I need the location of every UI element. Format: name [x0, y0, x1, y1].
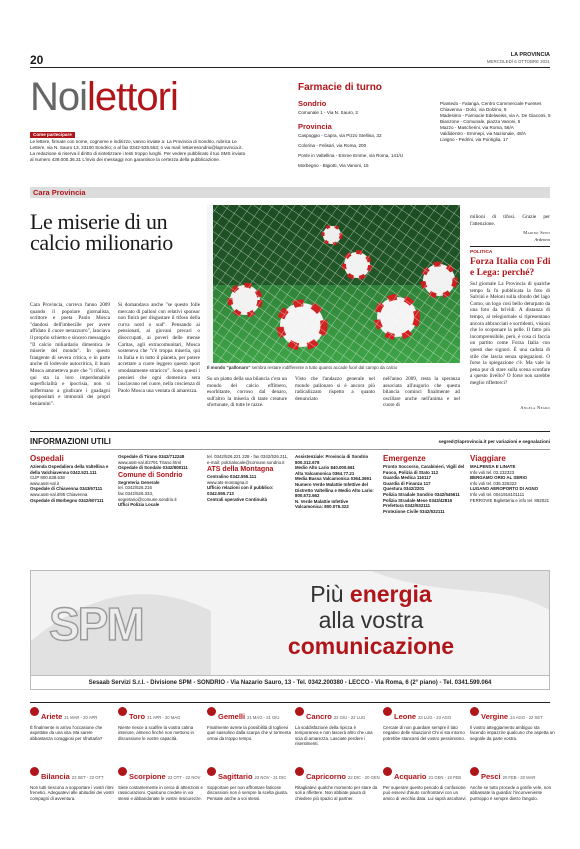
info-line: Info voli tel. 02.232323 — [470, 469, 515, 475]
article-col-4: Visto che l'andazzo generale nel mondo pallonaro si è ancora più radicalizzato rispetto a quanto denunciato — [295, 376, 375, 402]
sign-dates: 20 FEB - 20 MAR — [502, 775, 536, 780]
pesci-icon — [470, 767, 479, 776]
bilancia-icon — [30, 767, 39, 776]
horoscope-sign — [470, 706, 555, 741]
pharmacy-item: Colorina - Felisari, via Roma, 200 — [298, 143, 367, 148]
horoscope-sign — [118, 706, 203, 741]
sign-dates: 21 MAG - 21 GIU — [247, 715, 280, 720]
section-masthead — [30, 75, 178, 119]
info-line: CUP 800.638.638 — [30, 475, 65, 481]
leone-icon — [383, 707, 392, 716]
info-line: segretario@comune.sondrio.it — [118, 496, 177, 502]
info-line: Numero Verde Malattie Infettive del Distretto Valtellina e Medio Alto Lario: 800.572.662 — [295, 481, 374, 499]
pharmacies-col2 — [440, 101, 552, 143]
sign-text: È finalmente in arrivo l'occasione che aspettate da una vita. Ma sarete abbastanza coraggiosi per sfruttarla? — [30, 725, 103, 741]
info-line: MALPENSA E LINATE — [470, 464, 516, 469]
toro-icon — [118, 707, 127, 716]
sign-name: Toro — [129, 712, 146, 721]
pharmacies-sondrio-label: Sondrio — [298, 99, 327, 108]
info-line: Guardia Medica 116117 — [383, 475, 432, 481]
sign-name: Capricorno — [306, 772, 347, 781]
pharmacy-item: Bianzone - Comunale, piazza Vanoni, 5 — [440, 119, 521, 124]
info-line: www.asst-val.it/2791 Tirano.html — [118, 459, 181, 465]
masthead-noi: Noi — [30, 75, 88, 119]
gemelli-icon — [207, 707, 216, 716]
info-line: Centralino 0342.555.111 — [207, 474, 257, 480]
horoscope-sign — [207, 706, 292, 741]
sign-dates: 22 GIU - 22 LUG — [333, 715, 366, 720]
sign-dates: 23 NOV - 21 DIC — [254, 775, 287, 780]
ats-title: ATS della Montagna — [207, 466, 274, 474]
paper-name: LA PROVINCIA — [510, 52, 550, 58]
pharmacies-provincia-label: Provincia — [298, 122, 332, 131]
info-col-assistenza — [295, 454, 377, 510]
ad-headline-2: alla vostra — [318, 607, 424, 633]
sign-dates: 23 OTT - 22 NOV — [167, 775, 201, 780]
article-col-1: Cara Provincia, correva l'anno 2009 quando il popolare giornalista, scrittore e poeta Paolo Mosca "dandosi dell'imbecille per avere affidato il cuore nerazzurro", lanciava il proprio schietto e sincero messaggio "Il calcio miliardario dimentica le miserie del mondo". In questo frangente di severa critica, e in parte anche di lodevole autocritica, il buon Mosca ammetteva pure che "i tifosi, e qui sta la loro imperdonabile superficialità e ipocrisia, non si soffermano a giudicare i guadagni spropositati e immorali dei propri beniamini". — [30, 302, 110, 407]
photo-caption-bold: Il mondo "pallonaro" — [207, 365, 251, 370]
info-line: Ospedale di Chiavenna 0343/67111 — [30, 486, 103, 492]
info-col-comune — [118, 454, 200, 508]
vergine-icon — [470, 707, 479, 716]
horoscope-sign — [295, 706, 380, 747]
info-line: tel. 0342/526.221 228 - fax 0342/526.211, e-mail: polizialocale@comune.sondrio.it — [207, 454, 289, 465]
info-line: fax 0342/526.333, — [118, 490, 154, 496]
horoscope-sign — [30, 766, 115, 801]
sign-dates: 21 GEN - 19 FEB — [428, 775, 462, 780]
horoscope-sign — [383, 706, 468, 741]
section-bar — [30, 187, 550, 198]
horoscope-sign — [470, 766, 555, 801]
horoscope-sign — [30, 706, 115, 741]
page-number: 20 — [30, 53, 44, 67]
spm-logo: SPM — [49, 598, 143, 650]
section-label: Cara Provincia — [33, 188, 86, 197]
sign-name: Sagittario — [218, 772, 253, 781]
info-line: Info voli tel. 0041916101111 — [470, 491, 525, 497]
spm-advertisement[interactable] — [30, 570, 550, 690]
pharmacy-item: Valdidentro - Emmepi, via Nazionale, 48/A — [440, 131, 526, 136]
pharmacies-sondrio-list — [298, 110, 428, 116]
info-line: www.ats-montagna.it — [207, 479, 248, 485]
sidebar-label: POLITICA — [470, 250, 493, 255]
info-line: Segreteria Generale — [118, 479, 160, 485]
sign-name: Cancro — [306, 712, 332, 721]
article-col-5: nell'anno 2009, resta la speranza associata all'augurio che questa bilancia cominci finalmente ad oscillare anche nell'anima e nel cuore di — [383, 376, 460, 409]
info-line: Alta Valcamonica 0364.77.21 — [295, 470, 355, 476]
article-col-3: Su un piatto della sua bilancia c'era un mondo del calcio effimero, esorbitante, corroso dal denaro, sull'altro la miseria di tante creature sfortunate, di tutte le razze. — [207, 376, 287, 409]
info-line: Centrali operative Continuità — [207, 496, 268, 502]
sagittario-icon — [207, 767, 216, 776]
info-col-ospedali — [30, 454, 112, 503]
sign-text: Non tutti riescono a sopportare i vostri ritmi frenetici. Adeguatevi alle abitudini dei vostri compagni di avventura. — [30, 785, 114, 801]
pharmacies-col1 — [298, 133, 426, 169]
pharmacy-item: Livigno - Pedrini, via Pontiglia, 17 — [440, 137, 508, 142]
horoscope-sign — [118, 766, 203, 801]
article-signature: Marino Spini — [523, 230, 550, 235]
capricorno-icon — [295, 767, 304, 776]
pharmacy-item: Morbegno - Bigiotti, Via Vanoni, 15 — [298, 163, 369, 168]
sign-text: Ritagliatevi qualche momento per stare da soli a riflettere. Non abbiate paura di chiedere più spazio al partner. — [295, 785, 378, 801]
emergenze-title: Emergenze — [383, 454, 426, 463]
info-line: Info voli tel. 035.326323 — [470, 480, 517, 486]
sign-text: La soddisfazione della ripicca è temporanea e non lascerà altro che una scia di amarezza. Lasciate perdere i risentimenti. — [295, 725, 373, 747]
info-line: Ospedale di Morbegno 0342/607111 — [30, 497, 104, 503]
info-line: N. Verde Malattie Infettive Valcamonica: 800.076.323 — [295, 498, 349, 510]
info-line: Ospedale di Sondalo 0342/808111 — [118, 465, 188, 471]
ad-footer: Sesaab Servizi S.r.l. - Divisione SPM - SONDRIO - Via Nazario Sauro, 13 - Tel. 0342.200380 - LECCO - Via Roma, 6 (2° piano) - Tel. 0341.599.064 — [31, 675, 549, 689]
scorpione-icon — [118, 767, 127, 776]
horoscope-sign — [207, 766, 292, 801]
info-line: Assistenziale: Provincia di Sondrio 800.312.678 — [295, 454, 369, 465]
viaggiare-title: Viaggiare — [470, 454, 506, 463]
sign-name: Ariete — [41, 712, 63, 721]
photo-caption — [207, 365, 460, 370]
article-col-2: Si domandava anche "se questo folle mercato di palloni con relativi sponsor non finirà per disgustare il tifoso della curva nord o sud". Pensando ai pensionati, ai giovani precari o disoccupati, ai poveri delle mense Caritas, agli extracomunitari, Mosca sosteneva che "c'è troppa miseria, qui in Italia e in tutto il pianeta, per potere accettare a cuore leggero questo sport smodatamente straricco". Sono questi i pensieri che ogni domenica sera lasciavano nel cuore, nella coscienza di Paolo Mosca una ventata di amarezza. — [118, 302, 200, 394]
sign-dates: 21 APR - 20 MAG — [147, 715, 181, 720]
issue-date: MERCOLEDÌ 6 OTTOBRE 2021 — [486, 59, 550, 64]
horoscope-sign — [383, 766, 468, 801]
sign-dates: 24 AGO - 22 SET — [510, 715, 543, 720]
info-line: Ospedale di Tirano 0342/712248 — [118, 454, 185, 459]
sign-name: Acquario — [394, 772, 427, 781]
pharmacies-title: Farmacie di turno — [298, 82, 382, 93]
ad-headline-3: comunicazione — [287, 633, 455, 659]
info-line: FERROVIE Biglietteria e info tel. 892021 — [470, 497, 550, 503]
article-col-6: milioni di tifosi. Grazie per l'attenzione. — [470, 214, 550, 227]
info-line: Azienda Ospedaliera della Valtellina e della Valchiavenna 0342.521.111 — [30, 464, 109, 475]
info-col-ats — [207, 454, 289, 502]
sidebar-headline: Forza Italia con Fdi e Lega: perché? — [470, 257, 551, 278]
info-line: Polizia Stradale Sondrio 0342/545611 — [383, 491, 460, 497]
sign-dates: 23 LUG - 23 AGO — [418, 715, 452, 720]
pharmacy-item: Ponte in Valtellina - Emme Emme, via Roma, 141/U — [298, 153, 404, 158]
pharmacy-item: Comunale 1 - Via N. Sauro, 2 — [298, 110, 358, 115]
masthead-lettori: lettori — [87, 75, 178, 119]
info-line: BERGAMO ORIO AL SERIO — [470, 475, 528, 481]
article-headline: Le miserie di un calcio milionario — [30, 209, 173, 255]
info-line: Questura 0342/2201 — [383, 486, 425, 492]
sign-text: Finalmente avrete la possibilità di togliervi quel sassolino dalla scarpa che vi tormenta ormai da troppo tempo. — [207, 725, 291, 741]
football-net-image — [207, 205, 460, 363]
info-line: www.asst-val.it/95 Chiavenna — [30, 491, 88, 497]
sign-dates: 23 SET - 22 OTT — [71, 775, 104, 780]
info-line: LUGANO AEROPORTO DI AGNO — [470, 486, 539, 492]
pharmacy-item: Piantedo - Falanga, Centro Commerciale Fuentes — [440, 101, 542, 106]
horoscope-sign — [295, 766, 380, 801]
info-line: Medio Alto Lario 840.000.661 — [295, 465, 355, 471]
pharmacy-item: Madesimo - Farmacie Edelweiss, via A. De Giacomi, 5 — [440, 113, 551, 118]
comune-title: Comune di Sondrio — [118, 471, 183, 479]
sign-text: Per superare questo periodo di confusione può esservi d'aiuto confrontarvi con un amico di vecchia data. Lui saprà ascoltarvi. — [383, 785, 467, 801]
participate-text: Le lettere, firmate con nome, cognome e indirizzo, vanno inviate a: La Provincia di Sondrio, rubrica Le Lettere, via N. Sauro 13, 23100 Sondrio; o al fax 0342-535.553; o via mail: lettieresondrio@laprovincia.it. La redazione si riserva il diritto di sintetizzare i testi troppo lunghi. Per vedere pubblicato il tuo SMS inviato al numero 439.000.36.31 L'invio dei messaggi non garantisce la certezza della pubblicazione. — [30, 139, 246, 162]
sign-text: Il vostro atteggiamento ambiguo sta facendo impazzire qualcuno che aspetta un segnale da parte vostra. — [470, 725, 555, 741]
sign-name: Leone — [394, 712, 417, 721]
info-line: tel. 0342/526.216 — [118, 485, 152, 491]
sign-text: Anche se tutto procede a gonfie vele, non abbassate la guardia: l'inconveniente purtroppo è sempre dietro l'angolo. — [470, 785, 552, 801]
sign-text: Cercate di non guardare sempre il lato negativo delle situazioni! Chi vi sta intorno potrebbe stancarsi del vostro pessimismo. — [383, 725, 465, 741]
photo-caption-text: sembra restare indifferente a tutto quanto accade fuori dal campo da calcio — [251, 365, 398, 370]
sign-name: Bilancia — [41, 772, 70, 781]
sign-name: Vergine — [481, 712, 509, 721]
info-col-emergenze — [383, 454, 467, 514]
ad-text-piu: Più — [310, 581, 350, 607]
info-title: INFORMAZIONI UTILI — [30, 437, 111, 446]
football-photo — [207, 205, 460, 363]
pharmacy-item: Caspoggio - Capra, via Pizzo Stellina, 32 — [298, 133, 382, 138]
sign-name: Gemelli — [218, 712, 246, 721]
info-line: Ufficio relazioni con il pubblico: 0342.555.713 — [207, 485, 274, 496]
info-line: Polizia Stradale Mese 0343/42816 — [383, 497, 453, 503]
pharmacy-item: Chiavenna - Dolci, via Dolzino, 9 — [440, 107, 507, 112]
pharmacy-item: Mazzo - Mascherini, via Roma, 56/A — [440, 125, 514, 130]
sidebar-text: Sul giornale La Provincia di qualche tempo fa fu pubblicata la foto di Salvini e Meloni sulla sfondo del lago Como, un logo così bello deturpato da una foto da brividi. A distanza di tempo, al telegiornale si ripresentano ancora abbracciati e sorridenti, visioni che lo scoponare la pelle. Il fatto più incomprensibile, però, è cosa ci faccia un partito come Forza Italia con questi due signori. È una caduta di stile che lascia senza spiegazioni. O forse la spiegazione c'è. Ma vale la pena pur di stare sulla scena sconfare a questo livello? O forse non sarebbe meglio rifletterci? — [470, 281, 550, 386]
sidebar-signature: Angela Negro — [520, 405, 550, 410]
info-line: Protezione Civile 0342/532111 — [383, 508, 445, 514]
article-location: Ardenno — [534, 237, 550, 242]
participate-label: Come partecipare — [30, 132, 75, 138]
ad-text-energia: energia — [349, 581, 432, 607]
info-line: Guardia di Finanza 117 — [383, 480, 431, 486]
sign-text: Siete costantemente in cerca di attenzioni e rassicurazioni. Qualcuno credete in voi stessi e abbandonate le vostre insicurezze. — [118, 785, 203, 801]
acquario-icon — [383, 767, 392, 776]
info-line: Media Bassa Valcamonica 0364.3691 — [295, 476, 372, 482]
info-line: Prefettura 0342/532111 — [383, 503, 431, 509]
info-col-viaggiare — [470, 454, 552, 503]
sign-text: Niente riesce a scalfire la vostra calma interiore, almeno finché non mettono in discussione le vostre capacità. — [118, 725, 194, 741]
sign-name: Scorpione — [129, 772, 166, 781]
info-line: Uffici Polizia Locale — [118, 502, 160, 508]
ospedali-title: Ospedali — [30, 454, 64, 463]
sign-name: Pesci — [481, 772, 501, 781]
info-line: www.asst-val.it — [30, 480, 60, 486]
ad-headline-1 — [221, 581, 521, 607]
sign-dates: 22 DIC - 20 GEN — [348, 775, 380, 780]
sign-text: Sopportare per non affrontare faticose discussioni non è sempre la scelta giusta. Pensate anche a voi stessi. — [207, 785, 289, 801]
info-line: Pronto Soccorso, Carabinieri, Vigili del Fuoco, Polizia di Stato 112 — [383, 464, 465, 475]
sign-dates: 21 MAR - 20 APR — [64, 715, 98, 720]
cancro-icon — [295, 707, 304, 716]
ariete-icon — [30, 707, 39, 716]
info-email-note: segred@laprovincia.it per variazioni e segnalazioni — [438, 439, 550, 444]
